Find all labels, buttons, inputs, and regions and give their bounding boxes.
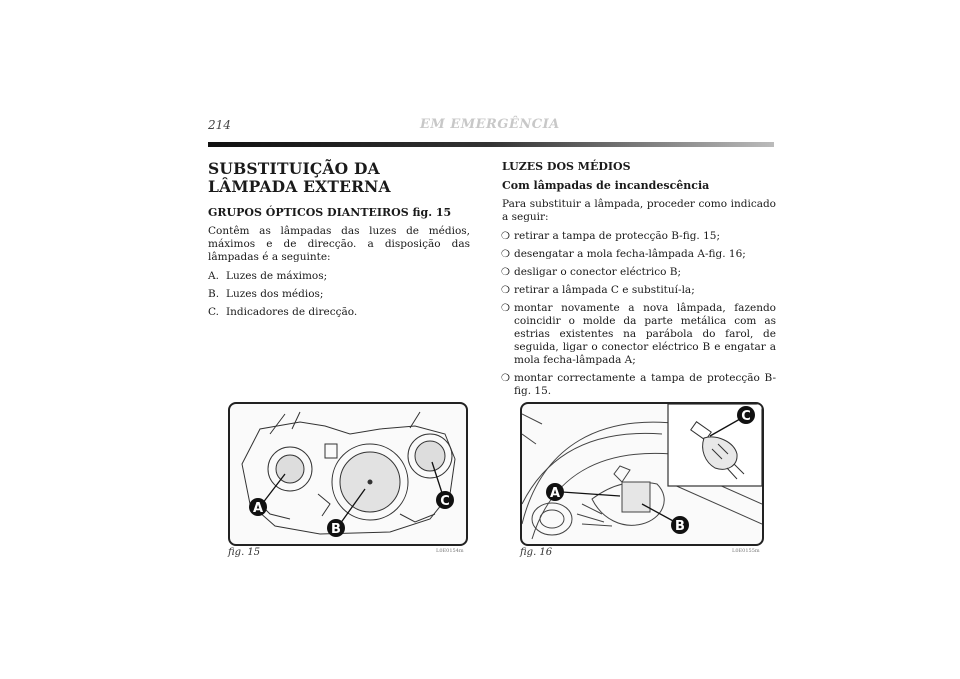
section-title: EM EMERGÊNCIA	[420, 117, 560, 132]
bulb-drawing	[522, 404, 762, 544]
svg-text:C: C	[741, 409, 751, 424]
section-heading: SUBSTITUIÇÃO DA LÂMPADA EXTERNA	[208, 159, 391, 196]
step-item: ❍ montar novamente a nova lâmpada, fazendo coincidir o molde da parte metálica com as estrias existentes na parábola do farol, de seguida, ligar o conector eléctrico B e engatar a mola fecha-lâmpada A;	[501, 302, 776, 366]
headlamp-drawing	[230, 404, 466, 544]
callout-c	[436, 491, 454, 509]
figure-16-code: L0E0155m	[732, 548, 760, 554]
subsection-subheading: Com lâmpadas de incandescência	[502, 179, 710, 192]
figure-15-code: L0E0154m	[436, 548, 464, 554]
callout-b	[671, 516, 689, 534]
page-number: 214	[208, 118, 231, 132]
step-item: ❍ montar correctamente a tampa de protecção B-fig. 15.	[501, 372, 776, 397]
list-item: C. Indicadores de direcção.	[208, 306, 358, 318]
svg-text:C: C	[440, 494, 450, 509]
right-column	[502, 160, 776, 403]
instructions-intro: Para substituir a lâmpada, proceder como indicado a seguir:	[502, 198, 776, 223]
step-item: ❍ retirar a lâmpada C e substituí-la;	[501, 284, 695, 296]
step-item: ❍ desligar o conector eléctrico B;	[501, 266, 682, 278]
header-rule	[208, 142, 774, 147]
svg-text:B: B	[675, 519, 685, 534]
step-item: ❍ retirar a tampa de protecção B-fig. 15;	[501, 230, 721, 242]
figure-16-bulb-replacement-illustration	[520, 402, 764, 546]
svg-text:A: A	[549, 486, 561, 501]
list-item: B. Luzes dos médios;	[208, 288, 324, 300]
svg-text:A: A	[252, 501, 264, 516]
figure-16-caption: fig. 16	[520, 547, 553, 558]
list-item: A. Luzes de máximos;	[208, 270, 328, 282]
lamp-list	[208, 270, 470, 319]
svg-text:B: B	[331, 522, 341, 537]
callout-a	[546, 483, 564, 501]
step-item: ❍ desengatar a mola fecha-lâmpada A-fig. 16;	[501, 248, 746, 260]
steps-list	[502, 230, 776, 398]
intro-paragraph: Contêm as lâmpadas das luzes de médios, máximos e de direcção. a disposição das lâmpadas é a seguinte:	[208, 225, 470, 263]
figure-15-headlamp-illustration	[228, 402, 468, 546]
subsection-heading: GRUPOS ÓPTICOS DIANTEIROS fig. 15	[208, 206, 452, 219]
callout-a	[249, 498, 267, 516]
figure-15-caption: fig. 15	[228, 547, 261, 558]
subsection-heading: LUZES DOS MÉDIOS	[502, 160, 631, 173]
callout-b	[327, 519, 345, 537]
callout-c	[737, 406, 755, 424]
left-column	[208, 160, 470, 324]
